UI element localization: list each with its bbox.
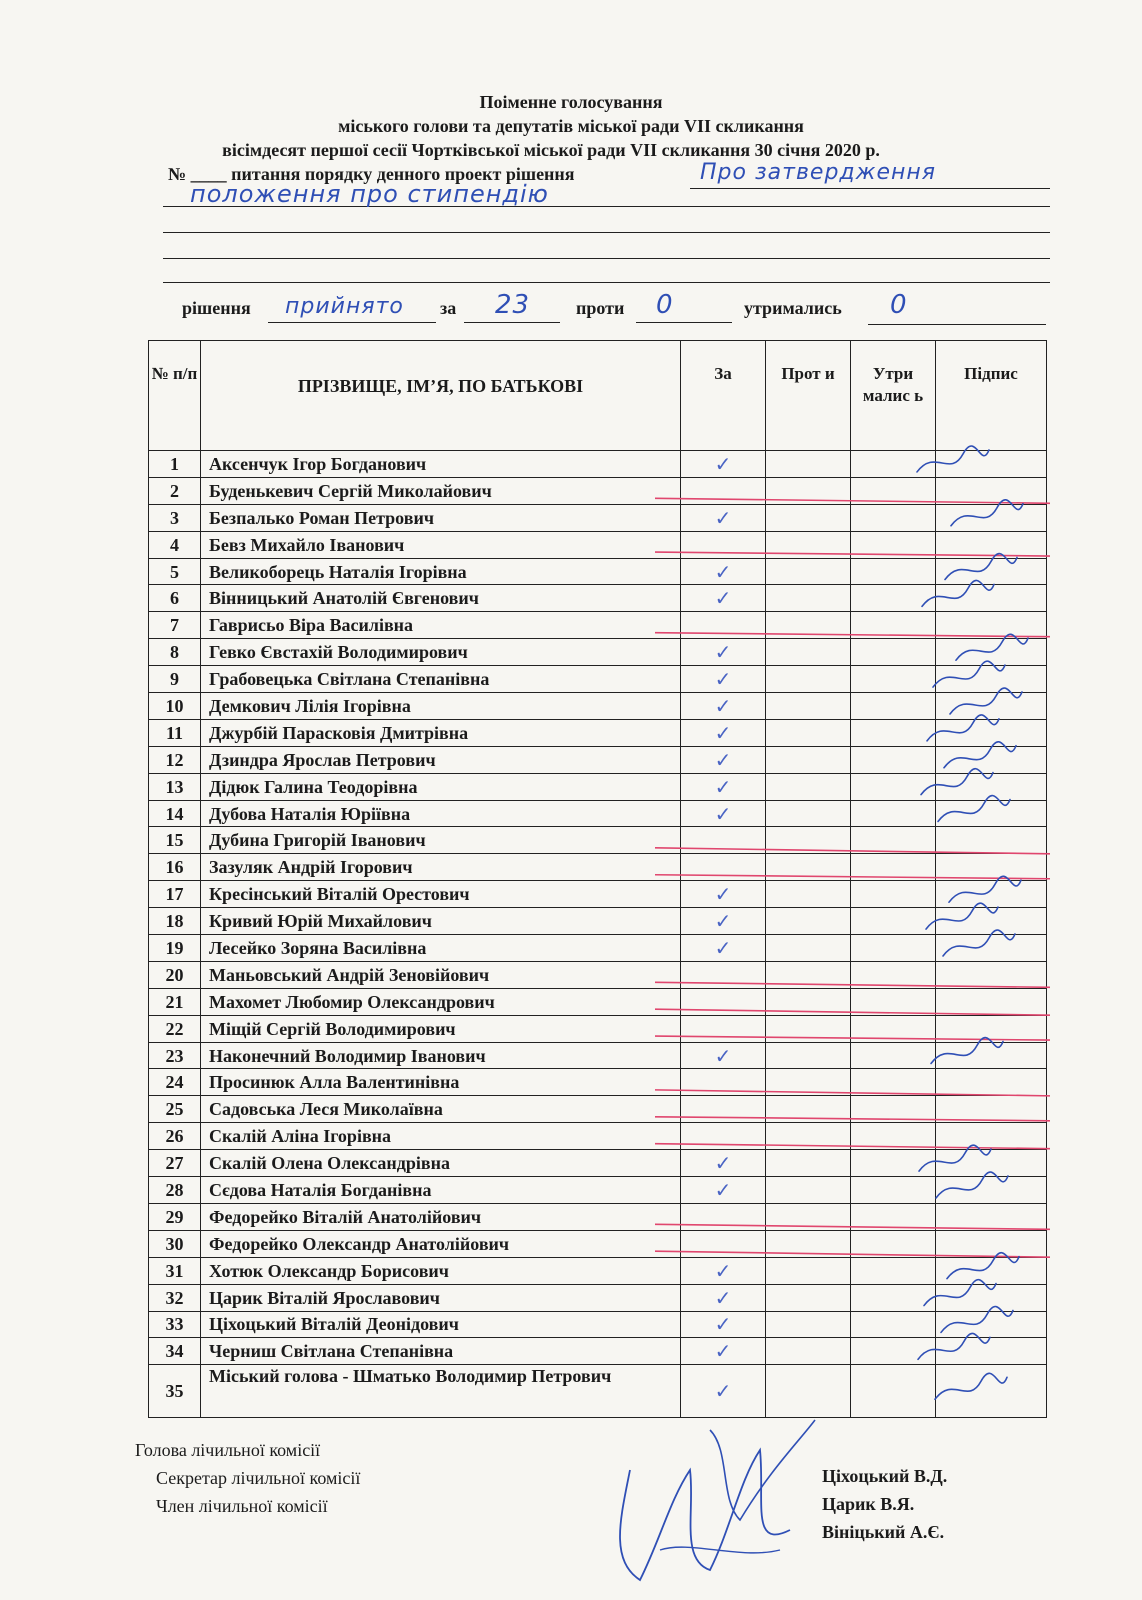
- deputy-name: Хотюк Олександр Борисович: [201, 1257, 681, 1284]
- decision-underline: [268, 322, 436, 323]
- row-number: 27: [149, 1150, 201, 1177]
- deputy-name: Садовська Леся Миколаївна: [201, 1096, 681, 1123]
- deputy-name: Кривий Юрій Михайлович: [201, 908, 681, 935]
- vote-for-cell: ✓: [681, 1311, 766, 1338]
- vote-against-cell: [766, 988, 851, 1015]
- deputy-name: Дідюк Галина Теодорівна: [201, 773, 681, 800]
- row-number: 23: [149, 1042, 201, 1069]
- vote-for-cell: ✓: [681, 504, 766, 531]
- vote-against-cell: [766, 504, 851, 531]
- question-prefix: № ____ питання порядку денного проект рішення: [168, 164, 575, 184]
- deputy-name: Демкович Лілія Ігорівна: [201, 693, 681, 720]
- signature-cell: [936, 1203, 1047, 1230]
- vote-abstained-cell: [851, 881, 936, 908]
- table-row: [149, 1015, 1047, 1042]
- table-row: [149, 988, 1047, 1015]
- vote-against-cell: [766, 1042, 851, 1069]
- vote-abstained-cell: [851, 961, 936, 988]
- for-value: 23: [495, 290, 531, 320]
- vote-abstained-cell: [851, 585, 936, 612]
- vote-abstained-cell: [851, 908, 936, 935]
- table-row: [149, 746, 1047, 773]
- vote-against-cell: [766, 827, 851, 854]
- signature-cell: [936, 1230, 1047, 1257]
- decision-value: прийнято: [285, 294, 404, 319]
- vote-against-cell: [766, 1338, 851, 1365]
- signature-cell: [936, 935, 1047, 962]
- deputy-name: Скалій Олена Олександрівна: [201, 1150, 681, 1177]
- vote-for-cell: ✓: [681, 881, 766, 908]
- table-row: [149, 961, 1047, 988]
- deputy-name: Ціхоцький Віталій Деонідович: [201, 1311, 681, 1338]
- table-row: [149, 1096, 1047, 1123]
- row-number: 22: [149, 1015, 201, 1042]
- col-header-name: ПРІЗВИЩЕ, ІМ’Я, ПО БАТЬКОВІ: [201, 341, 681, 451]
- vote-abstained-cell: [851, 1311, 936, 1338]
- vote-abstained-cell: [851, 1177, 936, 1204]
- table-row: [149, 1177, 1047, 1204]
- vote-for-cell: ✓: [681, 1365, 766, 1418]
- abstained-value: 0: [890, 290, 908, 320]
- vote-against-cell: [766, 666, 851, 693]
- table-row: [149, 881, 1047, 908]
- member-label: Член лічильної комісії: [156, 1496, 328, 1516]
- vote-for-cell: ✓: [681, 1257, 766, 1284]
- deputy-name: Просинюк Алла Валентинівна: [201, 1069, 681, 1096]
- table-row: [149, 1365, 1047, 1418]
- vote-abstained-cell: [851, 639, 936, 666]
- vote-for-cell: ✓: [681, 451, 766, 478]
- deputy-name: Маньовський Андрій Зеновійович: [201, 961, 681, 988]
- deputy-name: Черниш Світлана Степанівна: [201, 1338, 681, 1365]
- table-row: [149, 1311, 1047, 1338]
- table-row: [149, 1069, 1047, 1096]
- deputy-name: Джурбій Парасковія Дмитрівна: [201, 719, 681, 746]
- deputy-name: Дубова Наталія Юріївна: [201, 800, 681, 827]
- deputy-name: Аксенчук Ігор Богданович: [201, 451, 681, 478]
- vote-abstained-cell: [851, 1150, 936, 1177]
- vote-abstained-cell: [851, 988, 936, 1015]
- vote-for-cell: [681, 854, 766, 881]
- vote-for-cell: ✓: [681, 935, 766, 962]
- vote-against-cell: [766, 719, 851, 746]
- vote-for-cell: [681, 1123, 766, 1150]
- deputy-name: Гаврисьо Віра Василівна: [201, 612, 681, 639]
- vote-for-cell: ✓: [681, 639, 766, 666]
- col-header-signature: Підпис: [936, 341, 1047, 451]
- row-number: 11: [149, 719, 201, 746]
- table-row: [149, 935, 1047, 962]
- vote-for-cell: [681, 477, 766, 504]
- row-number: 14: [149, 800, 201, 827]
- deputy-name: Федорейко Віталій Анатолійович: [201, 1203, 681, 1230]
- vote-abstained-cell: [851, 1203, 936, 1230]
- vote-abstained-cell: [851, 854, 936, 881]
- row-number: 28: [149, 1177, 201, 1204]
- vote-against-cell: [766, 477, 851, 504]
- vote-abstained-cell: [851, 1069, 936, 1096]
- deputy-name: Скалій Аліна Ігорівна: [201, 1123, 681, 1150]
- vote-table: [148, 340, 1047, 1418]
- vote-against-cell: [766, 854, 851, 881]
- vote-abstained-cell: [851, 666, 936, 693]
- vote-for-cell: ✓: [681, 908, 766, 935]
- deputy-name: Кресінський Віталій Орестович: [201, 881, 681, 908]
- vote-against-cell: [766, 1311, 851, 1338]
- signature-cell: [936, 746, 1047, 773]
- vote-for-cell: ✓: [681, 1042, 766, 1069]
- vote-against-cell: [766, 908, 851, 935]
- signature-cell: [936, 1042, 1047, 1069]
- deputy-name: Сєдова Наталія Богданівна: [201, 1177, 681, 1204]
- table-row: [149, 477, 1047, 504]
- vote-against-cell: [766, 1203, 851, 1230]
- secretary-label: Секретар лічильної комісії: [156, 1468, 361, 1488]
- table-row: [149, 1150, 1047, 1177]
- vote-against-cell: [766, 1177, 851, 1204]
- for-underline: [464, 322, 560, 323]
- table-row: [149, 773, 1047, 800]
- vote-abstained-cell: [851, 935, 936, 962]
- document-title: Поіменне голосування: [479, 92, 663, 112]
- row-number: 25: [149, 1096, 201, 1123]
- table-row: [149, 531, 1047, 558]
- signature-cell: [936, 827, 1047, 854]
- table-row: [149, 1042, 1047, 1069]
- signature-cell: [936, 639, 1047, 666]
- row-number: 4: [149, 531, 201, 558]
- row-number: 24: [149, 1069, 201, 1096]
- table-row: [149, 908, 1047, 935]
- row-number: 32: [149, 1284, 201, 1311]
- vote-for-cell: ✓: [681, 666, 766, 693]
- deputy-name: Бевз Михайло Іванович: [201, 531, 681, 558]
- vote-abstained-cell: [851, 693, 936, 720]
- vote-abstained-cell: [851, 451, 936, 478]
- against-label: проти: [576, 298, 625, 318]
- commission-signatures: [600, 1410, 830, 1600]
- vote-abstained-cell: [851, 531, 936, 558]
- row-number: 10: [149, 693, 201, 720]
- vote-against-cell: [766, 531, 851, 558]
- vote-against-cell: [766, 746, 851, 773]
- col-header-for: За: [681, 341, 766, 451]
- vote-against-cell: [766, 612, 851, 639]
- col-header-abstained: Утри малис ь: [851, 341, 936, 451]
- vote-for-cell: ✓: [681, 800, 766, 827]
- vote-for-cell: [681, 612, 766, 639]
- vote-for-cell: ✓: [681, 1150, 766, 1177]
- vote-abstained-cell: [851, 1096, 936, 1123]
- vote-against-cell: [766, 1150, 851, 1177]
- signature-cell: [936, 908, 1047, 935]
- vote-against-cell: [766, 773, 851, 800]
- signature-cell: [936, 666, 1047, 693]
- table-row: [149, 639, 1047, 666]
- vote-for-cell: ✓: [681, 746, 766, 773]
- secretary-name: Царик В.Я.: [822, 1494, 915, 1514]
- for-label: за: [440, 298, 457, 318]
- question-handwritten-1: Про затвердження: [700, 160, 936, 185]
- table-row: [149, 827, 1047, 854]
- vote-against-cell: [766, 935, 851, 962]
- chair-name: Ціхоцький В.Д.: [822, 1466, 948, 1486]
- header-line-3: вісімдесят першої сесії Чортківської міської ради VII скликання 30 січня 2020 р.: [222, 140, 880, 160]
- signature-cell: [936, 1015, 1047, 1042]
- row-number: 13: [149, 773, 201, 800]
- vote-abstained-cell: [851, 1042, 936, 1069]
- vote-against-cell: [766, 1015, 851, 1042]
- deputy-name: Буденькевич Сергій Миколайович: [201, 477, 681, 504]
- vote-for-cell: ✓: [681, 719, 766, 746]
- vote-for-cell: [681, 531, 766, 558]
- row-number: 15: [149, 827, 201, 854]
- vote-for-cell: ✓: [681, 693, 766, 720]
- row-number: 20: [149, 961, 201, 988]
- table-row: [149, 612, 1047, 639]
- table-row: [149, 1123, 1047, 1150]
- vote-abstained-cell: [851, 800, 936, 827]
- vote-abstained-cell: [851, 1015, 936, 1042]
- vote-abstained-cell: [851, 1123, 936, 1150]
- table-row: [149, 719, 1047, 746]
- signature-cell: [936, 1338, 1047, 1365]
- vote-for-cell: [681, 988, 766, 1015]
- deputy-name: Безпалько Роман Петрович: [201, 504, 681, 531]
- signature-cell: [936, 1150, 1047, 1177]
- vote-abstained-cell: [851, 746, 936, 773]
- table-row: [149, 1230, 1047, 1257]
- row-number: 19: [149, 935, 201, 962]
- signature-cell: [936, 773, 1047, 800]
- vote-abstained-cell: [851, 1230, 936, 1257]
- table-row: [149, 854, 1047, 881]
- signature-cell: [936, 531, 1047, 558]
- row-number: 26: [149, 1123, 201, 1150]
- row-number: 9: [149, 666, 201, 693]
- deputy-name: Махомет Любомир Олександрович: [201, 988, 681, 1015]
- vote-for-cell: ✓: [681, 558, 766, 585]
- row-number: 1: [149, 451, 201, 478]
- vote-against-cell: [766, 1069, 851, 1096]
- abstained-underline: [868, 324, 1046, 325]
- signature-cell: [936, 800, 1047, 827]
- row-number: 16: [149, 854, 201, 881]
- vote-against-cell: [766, 585, 851, 612]
- table-row: [149, 1257, 1047, 1284]
- vote-against-cell: [766, 1257, 851, 1284]
- vote-against-cell: [766, 693, 851, 720]
- row-number: 35: [149, 1365, 201, 1418]
- vote-for-cell: [681, 961, 766, 988]
- against-underline: [636, 322, 732, 323]
- vote-abstained-cell: [851, 504, 936, 531]
- table-row: [149, 585, 1047, 612]
- signature-cell: [936, 881, 1047, 908]
- vote-for-cell: ✓: [681, 1284, 766, 1311]
- row-number: 7: [149, 612, 201, 639]
- member-name: Вініцький А.Є.: [822, 1522, 945, 1542]
- vote-against-cell: [766, 1230, 851, 1257]
- vote-abstained-cell: [851, 1257, 936, 1284]
- vote-abstained-cell: [851, 773, 936, 800]
- row-number: 21: [149, 988, 201, 1015]
- row-number: 30: [149, 1230, 201, 1257]
- vote-against-cell: [766, 1123, 851, 1150]
- signature-cell: [936, 558, 1047, 585]
- question-line-4: [163, 258, 1050, 259]
- row-number: 3: [149, 504, 201, 531]
- signature-cell: [936, 585, 1047, 612]
- signature-cell: [936, 719, 1047, 746]
- signature-cell: [936, 612, 1047, 639]
- signature-cell: [936, 1284, 1047, 1311]
- deputy-name: Грабовецька Світлана Степанівна: [201, 666, 681, 693]
- row-number: 18: [149, 908, 201, 935]
- signature-cell: [936, 477, 1047, 504]
- deputy-name: Лесейко Зоряна Василівна: [201, 935, 681, 962]
- signature-cell: [936, 451, 1047, 478]
- signature-cell: [936, 988, 1047, 1015]
- table-row: [149, 1203, 1047, 1230]
- deputy-name: Міський голова - Шматько Володимир Петрович: [201, 1365, 681, 1418]
- table-row: [149, 451, 1047, 478]
- vote-for-cell: [681, 1015, 766, 1042]
- signature-cell: [936, 1123, 1047, 1150]
- question-handwritten-2: положення про стипендію: [190, 180, 549, 208]
- deputy-name: Наконечний Володимир Іванович: [201, 1042, 681, 1069]
- signature-cell: [936, 961, 1047, 988]
- abstained-label: утримались: [744, 298, 842, 318]
- signature-cell: [936, 1069, 1047, 1096]
- table-row: [149, 504, 1047, 531]
- deputy-name: Зазуляк Андрій Ігорович: [201, 854, 681, 881]
- vote-abstained-cell: [851, 827, 936, 854]
- deputy-name: Федорейко Олександр Анатолійович: [201, 1230, 681, 1257]
- chair-label: Голова лічильної комісії: [135, 1440, 321, 1460]
- row-number: 2: [149, 477, 201, 504]
- question-line-5: [163, 282, 1050, 283]
- vote-for-cell: ✓: [681, 585, 766, 612]
- deputy-name: Дзиндра Ярослав Петрович: [201, 746, 681, 773]
- signature-cell: [936, 1365, 1047, 1418]
- vote-for-cell: [681, 827, 766, 854]
- table-row: [149, 693, 1047, 720]
- vote-against-cell: [766, 800, 851, 827]
- signature-cell: [936, 1311, 1047, 1338]
- vote-against-cell: [766, 558, 851, 585]
- row-number: 5: [149, 558, 201, 585]
- col-header-num: № п/п: [149, 341, 201, 451]
- vote-against-cell: [766, 1284, 851, 1311]
- table-row: [149, 1338, 1047, 1365]
- deputy-name: Дубина Григорій Іванович: [201, 827, 681, 854]
- signature-cell: [936, 854, 1047, 881]
- question-line-3: [163, 232, 1050, 233]
- deputy-name: Царик Віталій Ярославович: [201, 1284, 681, 1311]
- signature-cell: [936, 1177, 1047, 1204]
- row-number: 6: [149, 585, 201, 612]
- col-header-against: Прот и: [766, 341, 851, 451]
- vote-for-cell: [681, 1096, 766, 1123]
- table-row: [149, 558, 1047, 585]
- table-row: [149, 1284, 1047, 1311]
- decision-label: рішення: [182, 298, 251, 318]
- row-number: 12: [149, 746, 201, 773]
- vote-abstained-cell: [851, 1365, 936, 1418]
- vote-for-cell: ✓: [681, 773, 766, 800]
- vote-for-cell: ✓: [681, 1177, 766, 1204]
- vote-for-cell: [681, 1203, 766, 1230]
- vote-against-cell: [766, 639, 851, 666]
- vote-abstained-cell: [851, 1284, 936, 1311]
- vote-against-cell: [766, 881, 851, 908]
- signature-cell: [936, 1096, 1047, 1123]
- row-number: 33: [149, 1311, 201, 1338]
- deputy-name: Гевко Євстахій Володимирович: [201, 639, 681, 666]
- row-number: 17: [149, 881, 201, 908]
- vote-abstained-cell: [851, 558, 936, 585]
- header-line-2: міського голови та депутатів міської ради VII скликання: [338, 116, 804, 136]
- question-line-1: [690, 188, 1050, 189]
- deputy-name: Вінницький Анатолій Євгенович: [201, 585, 681, 612]
- row-number: 31: [149, 1257, 201, 1284]
- vote-for-cell: [681, 1230, 766, 1257]
- vote-against-cell: [766, 961, 851, 988]
- table-row: [149, 666, 1047, 693]
- vote-for-cell: ✓: [681, 1338, 766, 1365]
- signature-cell: [936, 693, 1047, 720]
- signature-cell: [936, 1257, 1047, 1284]
- table-row: [149, 800, 1047, 827]
- vote-abstained-cell: [851, 477, 936, 504]
- deputy-name: Міщій Сергій Володимирович: [201, 1015, 681, 1042]
- vote-abstained-cell: [851, 612, 936, 639]
- vote-for-cell: [681, 1069, 766, 1096]
- row-number: 34: [149, 1338, 201, 1365]
- vote-abstained-cell: [851, 719, 936, 746]
- vote-abstained-cell: [851, 1338, 936, 1365]
- row-number: 8: [149, 639, 201, 666]
- signature-cell: [936, 504, 1047, 531]
- vote-against-cell: [766, 451, 851, 478]
- against-value: 0: [656, 290, 674, 320]
- deputy-name: Великоборець Наталія Ігорівна: [201, 558, 681, 585]
- vote-against-cell: [766, 1096, 851, 1123]
- row-number: 29: [149, 1203, 201, 1230]
